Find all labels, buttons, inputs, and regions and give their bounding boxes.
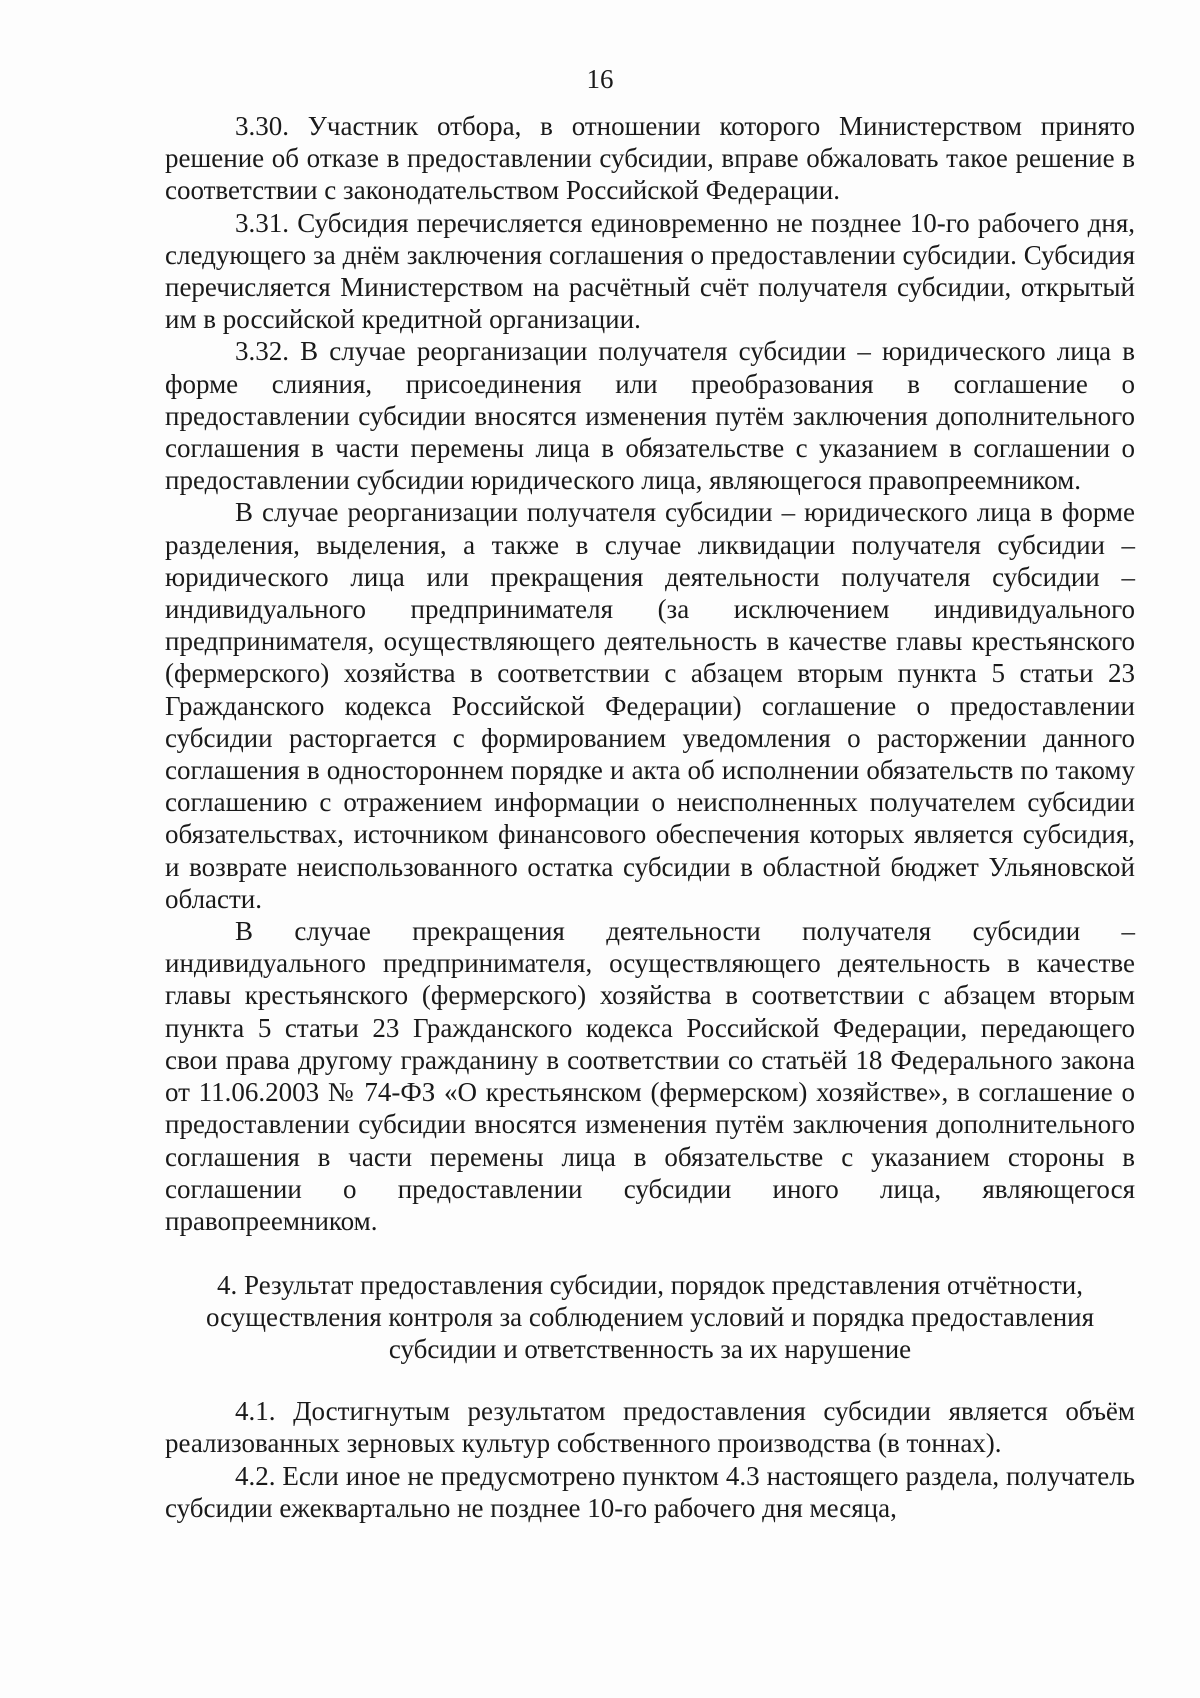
paragraph-3-30: 3.30. Участник отбора, в отношении которого Министерством принято решение об отказе в предоставлении субсидии, вправе обжаловать такое решение в соответствии с законодательством Российской Федерации.: [165, 111, 1135, 206]
page-number: 16: [586, 64, 614, 94]
document-body: [165, 110, 1135, 1524]
section-heading-line: 4. Результат предоставления субсидии, порядок представления отчётности,: [217, 1270, 1083, 1301]
paragraph-reorganization: В случае реорганизации получателя субсидии – юридического лица в форме разделения, выделения, а также в случае ликвидации получателя субсидии – юридического лица или прекращения деятельности получателя субсидии – индивидуального предпринимателя (за исключением индивидуального предпринимателя, осуществляющего деятельность в качестве главы крестьянского (фермерского) хозяйства в соответствии с абзацем вторым пункта 5 статьи 23 Гражданского кодекса Российской Федерации) соглашение о предоставлении субсидии расторгается с формированием уведомления о расторжении данного соглашения в одностороннем порядке и акта об исполнении обязательств по такому соглашению с отражением информации о неисполненных получателем субсидии обязательствах, источником финансового обеспечения которых является субсидия, и возврате неиспользованного остатка субсидии в областной бюджет Ульяновской области.: [165, 497, 1135, 914]
section-heading: [165, 1269, 1135, 1365]
paragraph-4-2: 4.2. Если иное не предусмотрено пунктом 4.3 настоящего раздела, получатель субсидии ежеквартально не позднее 10-го рабочего дня месяца,: [165, 1460, 1135, 1523]
paragraph-3-31: 3.31. Субсидия перечисляется единовременно не позднее 10-го рабочего дня, следующего за днём заключения соглашения о предоставлении субсидии. Субсидия перечисляется Министерством на расчётный счёт получателя субсидии, открытый им в российской кредитной организации.: [165, 207, 1135, 335]
paragraph-4-1: 4.1. Достигнутым результатом предоставления субсидии является объём реализованных зерновых культур собственного производства (в тоннах).: [165, 1396, 1135, 1459]
section-heading-line: осуществления контроля за соблюдением условий и порядка предоставления: [205, 1302, 1095, 1333]
paragraph-3-32: 3.32. В случае реорганизации получателя субсидии – юридического лица в форме слияния, присоединения или преобразования в соглашение о предоставлении субсидии вносятся изменения путём заключения дополнительного соглашения в части перемены лица в обязательстве с указанием в соглашении о предоставлении субсидии юридического лица, являющегося правопреемником.: [165, 336, 1135, 496]
section-heading-line: субсидии и ответственность за их нарушение: [388, 1334, 912, 1365]
paragraph-termination: В случае прекращения деятельности получателя субсидии – индивидуального предпринимателя, осуществляющего деятельность в качестве главы крестьянского (фермерского) хозяйства в соответствии с абзацем вторым пункта 5 статьи 23 Гражданского кодекса Российской Федерации, передающего свои права другому гражданину в соответствии со статьёй 18 Федерального закона от 11.06.2003 № 74-ФЗ «О крестьянском (фермерском) хозяйстве», в соглашение о предоставлении субсидии вносятся изменения путём заключения дополнительного соглашения в части перемены лица в обязательстве с указанием стороны в соглашении о предоставлении субсидии иного лица, являющегося правопреемником.: [165, 916, 1135, 1236]
